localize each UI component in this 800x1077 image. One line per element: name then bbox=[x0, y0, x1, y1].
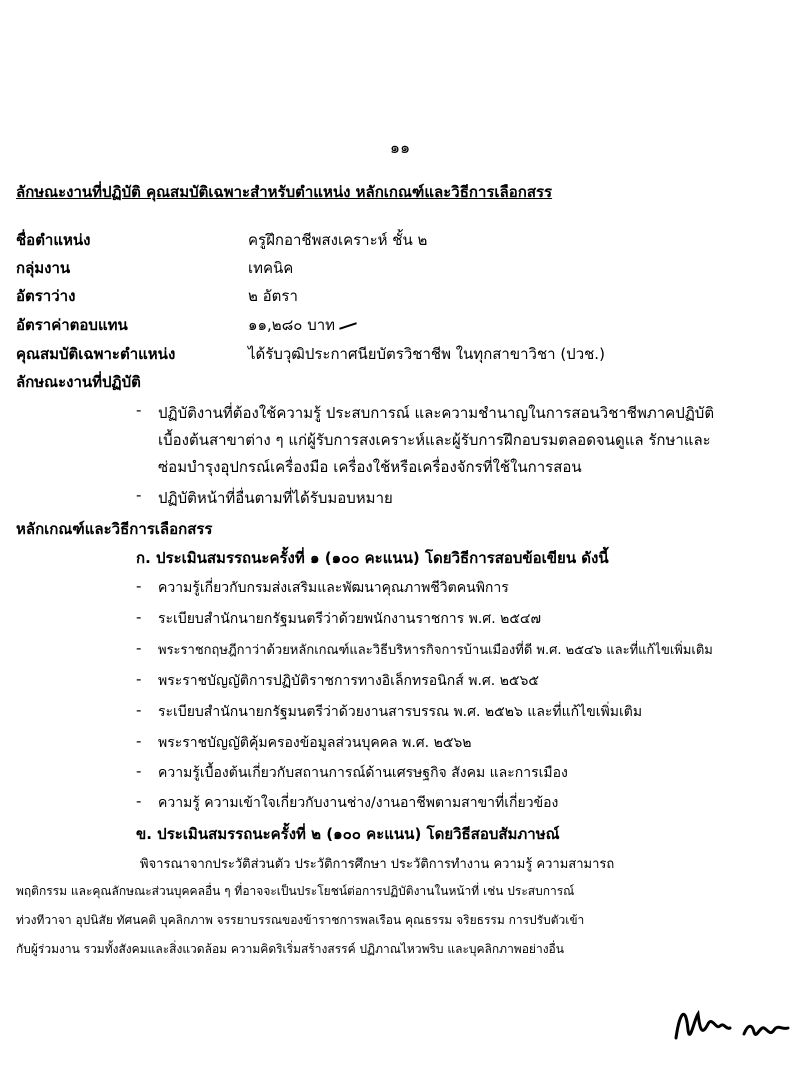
duty-item-2: ปฏิบัติหน้าที่อื่นตามที่ได้รับมอบหมาย bbox=[158, 489, 393, 507]
section-heading: ลักษณะงานที่ปฏิบัติ คุณสมบัติเฉพาะสำหรับตำแหน่ง หลักเกณฑ์และวิธีการเลือกสรร bbox=[16, 183, 553, 201]
bullet-dash: - bbox=[136, 608, 142, 626]
exam-topic-6: พระราชบัญญัติคุ้มครองข้อมูลส่วนบุคคล พ.ศ. ๒๕๖๒ bbox=[158, 735, 472, 751]
field-value-salary-row bbox=[248, 313, 357, 337]
exam-topic-1: ความรู้เกี่ยวกับกรมส่งเสริมและพัฒนาคุณภาพชีวิตคนพิการ bbox=[158, 580, 509, 596]
interview-paragraph-line-2: พฤติกรรม และคุณลักษณะส่วนบุคคลอื่น ๆ ที่อาจจะเป็นประโยชน์ต่อการปฏิบัติงานในหน้าที่ เช่น ประสบการณ์ bbox=[16, 884, 575, 898]
bullet-dash: - bbox=[136, 701, 142, 719]
interview-paragraph-line-1: พิจารณาจากประวัติส่วนตัว ประวัติการศึกษา ประวัติการทำงาน ความรู้ ความสามารถ bbox=[140, 857, 615, 872]
field-label-position: ชื่อตำแหน่ง bbox=[16, 231, 91, 249]
duty-item-1-line-3: ซ่อมบำรุงอุปกรณ์เครื่องมือ เครื่องใช้หรือเครื่องจักรที่ใช้ในการสอน bbox=[158, 458, 582, 476]
bullet-dash: - bbox=[136, 792, 142, 810]
handwritten-signature bbox=[672, 1000, 792, 1050]
field-label-group: กลุ่มงาน bbox=[16, 259, 71, 277]
bullet-dash: - bbox=[136, 577, 142, 595]
field-value-position: ครูฝึกอาชีพสงเคราะห์ ชั้น ๒ bbox=[248, 231, 428, 249]
duty-item-1-line-1: ปฏิบัติงานที่ต้องใช้ความรู้ ประสบการณ์ และความชำนาญในการสอนวิชาชีพภาคปฏิบัติ bbox=[158, 404, 715, 422]
page-number: ๑๑ bbox=[389, 138, 411, 157]
handwritten-tick-mark bbox=[339, 322, 357, 329]
duty-item-1-line-2: เบื้องต้นสาขาต่าง ๆ แก่ผู้รับการสงเคราะห์และผู้รับการฝึกอบรมตลอดจนดูแล รักษาและ bbox=[158, 431, 711, 449]
interview-paragraph-line-3: ท่วงทีวาจา อุปนิสัย ทัศนคติ บุคลิกภาพ จรรยาบรรณของข้าราชการพลเรือน คุณธรรม จริยธรรม การปรับตัวเข้า bbox=[16, 913, 585, 927]
field-value-vacancy: ๒ อัตรา bbox=[248, 287, 298, 305]
exam-topic-3: พระราชกฤษฎีกาว่าด้วยหลักเกณฑ์และวิธีบริหารกิจการบ้านเมืองที่ดี พ.ศ. ๒๕๔๖ และที่แก้ไขเพิ่มเติม bbox=[158, 643, 713, 658]
interview-paragraph-line-4: กับผู้ร่วมงาน รวมทั้งสังคมและสิ่งแวดล้อม ความคิดริเริ่มสร้างสรรค์ ปฏิภาณไหวพริบ และบุคลิกภาพอย่างอื่น bbox=[16, 942, 564, 956]
exam-topic-4: พระราชบัญญัติการปฏิบัติราชการทางอิเล็กทรอนิกส์ พ.ศ. ๒๕๖๕ bbox=[158, 673, 539, 689]
bullet-dash: - bbox=[136, 401, 142, 419]
exam-topic-2: ระเบียบสำนักนายกรัฐมนตรีว่าด้วยพนักงานราชการ พ.ศ. ๒๕๔๗ bbox=[158, 611, 542, 627]
duties-title: ลักษณะงานที่ปฏิบัติ bbox=[16, 373, 141, 391]
bullet-dash: - bbox=[136, 732, 142, 750]
field-label-qualification: คุณสมบัติเฉพาะตำแหน่ง bbox=[16, 345, 176, 363]
bullet-dash: - bbox=[136, 670, 142, 688]
field-value-qualification: ได้รับวุฒิประกาศนียบัตรวิชาชีพ ในทุกสาขาวิชา (ปวช.) bbox=[248, 345, 605, 363]
exam-topic-5: ระเบียบสำนักนายกรัฐมนตรีว่าด้วยงานสารบรรณ พ.ศ. ๒๕๒๖ และที่แก้ไขเพิ่มเติม bbox=[158, 704, 643, 720]
criteria-title: หลักเกณฑ์และวิธีการเลือกสรร bbox=[16, 520, 213, 538]
bullet-dash: - bbox=[136, 762, 142, 780]
round1-title: ก. ประเมินสมรรถนะครั้งที่ ๑ (๑๐๐ คะแนน) โดยวิธีการสอบข้อเขียน ดังนี้ bbox=[136, 549, 609, 567]
exam-topic-8: ความรู้ ความเข้าใจเกี่ยวกับงานช่าง/งานอาชีพตามสาขาที่เกี่ยวข้อง bbox=[158, 795, 559, 811]
exam-topic-7: ความรู้เบื้องต้นเกี่ยวกับสถานการณ์ด้านเศรษฐกิจ สังคม และการเมือง bbox=[158, 765, 568, 781]
bullet-dash: - bbox=[136, 486, 142, 504]
round2-title: ข. ประเมินสมรรถนะครั้งที่ ๒ (๑๐๐ คะแนน) โดยวิธีสอบสัมภาษณ์ bbox=[136, 825, 560, 843]
field-label-salary: อัตราค่าตอบแทน bbox=[16, 316, 128, 334]
bullet-dash: - bbox=[136, 639, 142, 657]
field-label-vacancy: อัตราว่าง bbox=[16, 287, 76, 305]
field-value-salary: ๑๑,๒๘๐ บาท bbox=[248, 316, 336, 334]
field-value-group: เทคนิค bbox=[248, 259, 294, 277]
